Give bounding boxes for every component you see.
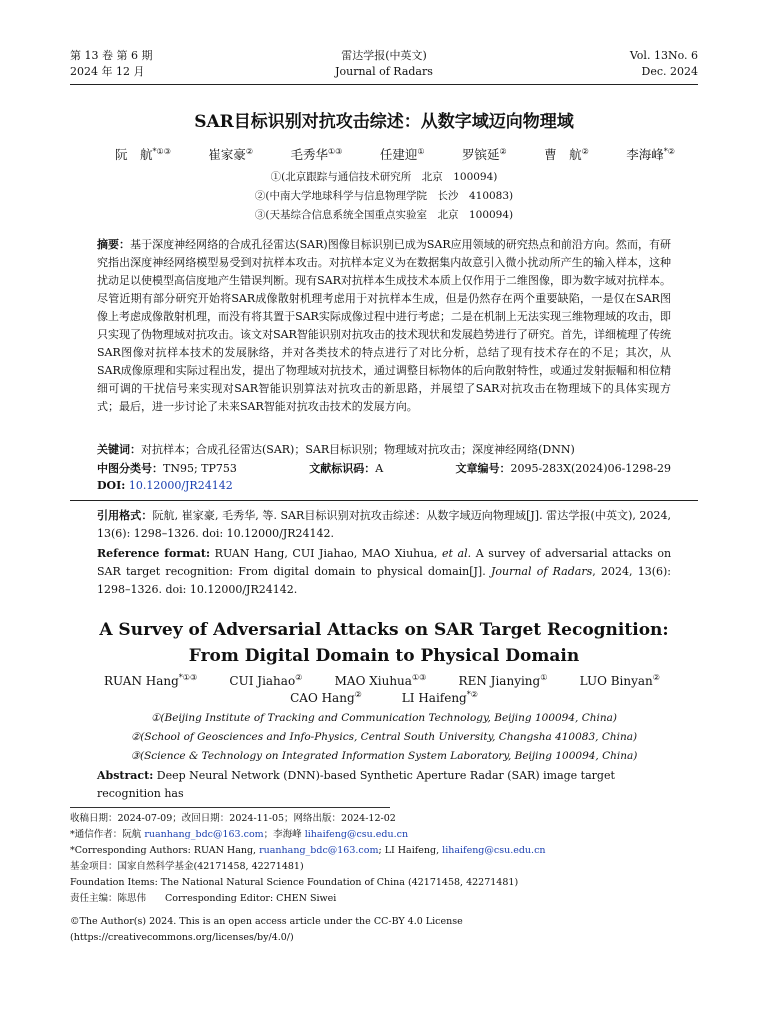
keywords-text: 对抗样本；合成孔径雷达(SAR)；SAR目标识别；物理域对抗攻击；深度神经网络(DNN) [141,443,575,456]
corr-en-author-2: ; LI Haifeng, [378,845,440,856]
doi-link[interactable]: 10.12000/JR24142 [128,479,233,492]
abstract-cn-text: 基于深度神经网络的合成孔径雷达(SAR)图像目标识别已成为SAR应用领域的研究热点和前沿方向。然而，有研究指出深度神经网络模型易受到对抗样本攻击。对抗样本定义为在数据集内故意引入微小扰动所产生的输入样本，这种扰动足以使模型高信度地产生错误判断。现有SAR对抗样本生成技术本质上仅作用于二维图像，即为数字域对抗样本。尽管近期有部分研究开始将SAR成像散射机理考虑用于对抗样本生成，但是仍然存在两个重要缺陷，一是仅在SAR图像上考虑成像散射机理，而没有将其置于SAR实际成像过程中进行考虑；二是在机制上无法实现三维物理域的攻击，即只实现了伪物理域对抗攻击。该文对SAR智能识别对抗攻击的技术现状和发展趋势进行了研究。首先，详细梳理了传统SAR图像对抗样本技术的发展脉络，并对各类技术的特点进行了对比分析，总结了现有技术存在的不足；其次，从SAR成像原理和实际过程出发，提出了物理域对抗技术，通过调整目标物体的后向散射特性，或通过发射振幅和相位精细可调的干扰信号来实现对SAR智能识别算法对抗攻击的新思路，并展望了SAR对抗攻击在物理域下的具体实现方式；最后，进一步讨论了未来SAR智能对抗攻击技术的发展方向。 [97,238,672,413]
article-no-label: 文章编号： [455,462,511,475]
author-cn-affil-mark-5: ② [499,146,507,156]
citation-en-details: , 2024, 13(6): 1298–1326. doi: 10.12000/JR24142. [97,565,671,596]
author-en-wrap-1 [104,673,197,688]
journal-name-cn: 雷达学报(中英文) [341,49,427,62]
author-en-wrap-2 [229,673,302,688]
author-cn-2: 崔家豪 [208,147,246,162]
author-en-wrap-3 [335,673,427,688]
footnote-fund-en: Foundation Items: The National Natural Science Foundation of China (42171458, 42271481) [70,877,519,888]
citation-en-label: Reference format: [97,547,211,560]
citation-en-title: A survey of adversarial attacks on SAR target recognition: From digital domain to physical domain[J]. [97,547,672,578]
author-cn-1: 阮 航 [115,147,153,162]
author-cn-wrap-1 [115,145,171,163]
author-cn-affil-mark-4: ① [417,146,425,156]
article-no-value: 2095-283X(2024)06-1298-29 [510,462,671,475]
author-cn-affil-mark-2: ② [245,146,254,156]
corr-en-label: *Corresponding Authors: RUAN Hang, [70,845,257,856]
author-en-r2-affil-mark-1: ② [354,690,362,699]
journal-name-en: Journal of Radars [335,65,433,78]
classification-row [97,460,671,476]
footnote-corr-cn [70,827,698,843]
author-en-r2-wrap-2 [402,690,478,705]
doc-code [309,460,383,476]
affiliation-cn-3: ③(天基综合信息系统全国重点实验室 北京 100094) [254,209,514,221]
corr-cn-label: *通信作者： [70,829,123,840]
citation-cn [97,507,671,543]
author-en-wrap-5 [580,673,660,688]
affiliation-en-1: ①(Beijing Institute of Tracking and Communication Technology, Beijing 100094, China) [151,712,617,724]
citation-rule [70,500,698,501]
doc-code-value: A [375,462,384,475]
citation-cn-text: 阮航, 崔家豪, 毛秀华, 等. SAR目标识别对抗攻击综述：从数字域迈向物理域[J]. 雷达学报(中英文), 2024, 13(6): 1298–1326. doi: 10.12000/JR24142. [97,509,671,540]
volume-issue: 第 13 卷 第 6 期 [70,49,153,62]
citation-cn-label: 引用格式： [97,509,153,522]
affiliation-cn-1: ①(北京跟踪与通信技术研究所 北京 100094) [270,171,498,183]
abstract-en-text: Deep Neural Network (DNN)-based Synthetic Aperture Radar (SAR) image target recognition has [97,769,615,800]
citation-en-journal: Journal of Radars [490,565,593,578]
corr-en-email-1[interactable]: ruanhang_bdc@163.com [259,845,379,856]
citation-en-etal: et al. [441,547,472,560]
citation-en-authors: RUAN Hang, CUI Jiahao, MAO Xiuhua, [214,547,438,560]
author-cn-7: 李海峰 [626,147,664,162]
author-en-4: REN Jianying [458,674,541,688]
author-cn-4: 任建迎 [379,147,418,162]
footnote-editor: 责任主编：陈思伟 Corresponding Editor: CHEN Siwei [70,893,337,904]
affiliation-en-2: ②(School of Geosciences and Info-Physics, Central South University, Changsha 410083, China) [130,731,638,743]
issue-date-en: Dec. 2024 [641,65,698,78]
author-en-affil-mark-5: ② [652,673,660,682]
corr-cn-author-2: ；李海峰 [263,829,302,840]
author-cn-wrap-6 [544,145,589,163]
author-cn-wrap-3 [290,145,342,163]
journal-volume-en [630,48,698,80]
corr-en-email-2[interactable]: lihaifeng@csu.edu.cn [442,845,546,856]
author-en-r2-affil-mark-2: *② [466,690,478,699]
clc-label: 中图分类号： [97,462,163,475]
author-cn-affil-mark-7: *② [663,146,675,156]
footnote-corr-en [70,843,698,859]
article-number [455,460,671,476]
clc-value: TN95; TP753 [163,462,237,475]
volume-en: Vol. 13No. 6 [629,49,698,62]
keywords-label: 关键词： [97,443,141,456]
author-en-r2-wrap-1 [290,690,362,705]
title-cn: SAR目标识别对抗攻击综述：从数字域迈向物理域 [194,112,574,132]
footnote-rule [70,807,390,808]
footnote-license-1: ©The Author(s) 2024. This is an open access article under the CC-BY 4.0 License [70,916,463,927]
affiliation-en-3: ③(Science & Technology on Integrated Information System Laboratory, Beijing 100094, China) [130,750,638,762]
author-en-affil-mark-4: ① [540,673,548,682]
title-en-line2: From Digital Domain to Physical Domain [188,646,580,666]
abstract-cn-label: 摘要： [97,238,131,251]
footnote-dates: 收稿日期：2024-07-09；改回日期：2024-11-05；网络出版：2024-12-02 [70,813,396,824]
title-en [0,617,768,669]
author-cn-affil-mark-1: *①③ [152,146,171,156]
author-en-affil-mark-2: ② [295,673,303,682]
author-en-affil-mark-1: *①③ [178,673,198,682]
title-en-line1: A Survey of Adversarial Attacks on SAR Target Recognition: [99,620,669,640]
abstract-cn [97,236,671,416]
author-en-r2-1: CAO Hang [290,691,355,705]
author-en-1: RUAN Hang [104,674,179,688]
affiliation-cn-2: ②(中南大学地球科学与信息物理学院 长沙 410083) [254,190,514,202]
corr-cn-author-1: 阮航 [122,829,142,840]
author-cn-6: 曹 航 [544,147,582,162]
header-rule [70,84,698,85]
doc-code-label: 文献标识码： [309,462,376,475]
corr-cn-email-1[interactable]: ruanhang_bdc@163.com [144,829,264,840]
footnote-fund-cn: 基金项目：国家自然科学基金(42171458, 42271481) [70,861,304,872]
doi-label: DOI: [97,479,126,492]
author-list-en-row1 [104,673,660,688]
clc-number [97,460,237,476]
footnote-license-2: (https://creativecommons.org/licenses/by/4.0/) [70,932,294,943]
abstract-en [97,767,671,803]
author-cn-3: 毛秀华 [290,147,328,162]
author-cn-wrap-5 [462,145,507,163]
author-en-2: CUI Jiahao [229,674,296,688]
author-cn-affil-mark-3: ①③ [328,146,343,156]
author-cn-wrap-7 [626,145,675,163]
author-en-wrap-4 [459,673,548,688]
abstract-en-label: Abstract: [97,769,154,782]
citation-en [97,545,671,599]
author-cn-affil-mark-6: ② [581,146,589,156]
author-list-en-row2 [0,690,768,705]
author-en-5: LUO Binyan [579,674,653,688]
author-cn-wrap-4 [380,145,425,163]
doi [97,479,233,492]
author-list-cn [115,145,675,163]
author-en-r2-2: LI Haifeng [401,691,467,705]
author-cn-5: 罗镔延 [461,147,500,162]
author-en-3: MAO Xiuhua [334,674,412,688]
keywords [97,441,671,459]
author-cn-wrap-2 [208,145,253,163]
issue-date-cn: 2024 年 12 月 [70,65,145,78]
author-en-affil-mark-3: ①③ [411,673,427,682]
corr-cn-email-2[interactable]: lihaifeng@csu.edu.cn [304,829,409,840]
